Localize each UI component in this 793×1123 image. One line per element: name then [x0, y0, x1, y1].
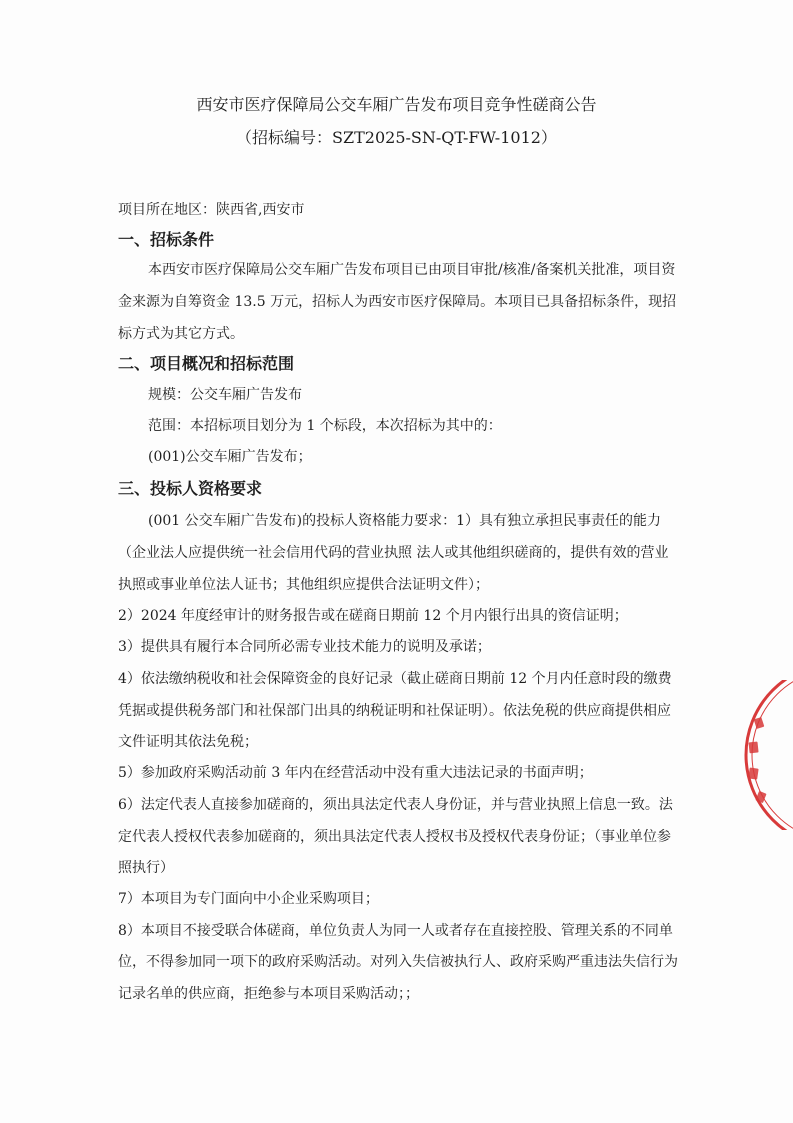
paragraph-line: 文件证明其依法免税；: [118, 734, 258, 750]
red-seal-stamp: [733, 680, 793, 830]
paragraph-line: 8）本项目不接受联合体磋商，单位负责人为同一人或者存在直接控股、管理关系的不同单: [118, 923, 673, 939]
paragraph-line: 定代表人授权代表参加磋商的，须出具法定代表人授权书及授权代表身份证；（事业单位参: [118, 829, 671, 845]
document-title: 西安市医疗保障局公交车厢广告发布项目竞争性磋商公告: [196, 95, 597, 114]
paragraph-line: (001)公交车厢广告发布；: [148, 449, 312, 465]
paragraph-line: 5）参加政府采购活动前 3 年内在经营活动中没有重大违法记录的书面声明；: [118, 765, 593, 781]
paragraph-line: 执照或事业单位法人证书；其他组织应提供合法证明文件）；: [118, 577, 489, 593]
paragraph-line: 3）提供具有履行本合同所必需专业技术能力的说明及承诺；: [118, 639, 491, 655]
section-heading: 三、投标人资格要求: [118, 479, 263, 498]
paragraph-line: 7）本项目为专门面向中小企业采购项目；: [118, 891, 379, 907]
paragraph-line: 位，不得参加同一项下的政府采购活动。对列入失信被执行人、政府采购严重违法失信行为: [118, 954, 678, 970]
paragraph-line: 2）2024 年度经审计的财务报告或在磋商日期前 12 个月内银行出具的资信证明；: [118, 608, 628, 624]
paragraph-line: 规模：公交车厢广告发布: [148, 387, 302, 403]
paragraph-line: 标方式为其它方式。: [118, 326, 244, 342]
paragraph-line: 金来源为自筹资金 13.5 万元，招标人为西安市医疗保障局。本项目已具备招标条件，现招: [118, 294, 677, 310]
tender-code: （招标编号：SZT2025-SN-QT-FW-1012）: [236, 128, 557, 147]
paragraph-line: （企业法人应提供统一社会信用代码的营业执照 法人或其他组织磋商的，提供有效的营业: [118, 545, 669, 561]
paragraph-line: 本西安市医疗保障局公交车厢广告发布项目已由项目审批/核准/备案机关批准，项目资: [148, 262, 676, 278]
paragraph-line: 6）法定代表人直接参加磋商的，须出具法定代表人身份证，并与营业执照上信息一致。法: [118, 797, 673, 813]
section-heading: 二、项目概况和招标范围: [118, 354, 295, 373]
paragraph-line: 范围：本招标项目划分为 1 个标段，本次招标为其中的：: [148, 418, 502, 434]
paragraph-line: 4）依法缴纳税收和社会保障资金的良好记录（截止磋商日期前 12 个月内任意时段的缴费: [118, 671, 672, 687]
paragraph-line: (001 公交车厢广告发布)的投标人资格能力要求：1）具有独立承担民事责任的能力: [148, 513, 662, 529]
paragraph-line: 凭据或提供税务部门和社保部门出具的纳税证明和社保证明）。依法免税的供应商提供相应: [118, 703, 671, 719]
project-region: 项目所在地区：陕西省,西安市: [118, 202, 305, 218]
section-heading: 一、招标条件: [118, 230, 215, 249]
paragraph-line: 照执行）: [118, 860, 174, 876]
paragraph-line: 记录名单的供应商，拒绝参与本项目采购活动；；: [118, 986, 419, 1002]
